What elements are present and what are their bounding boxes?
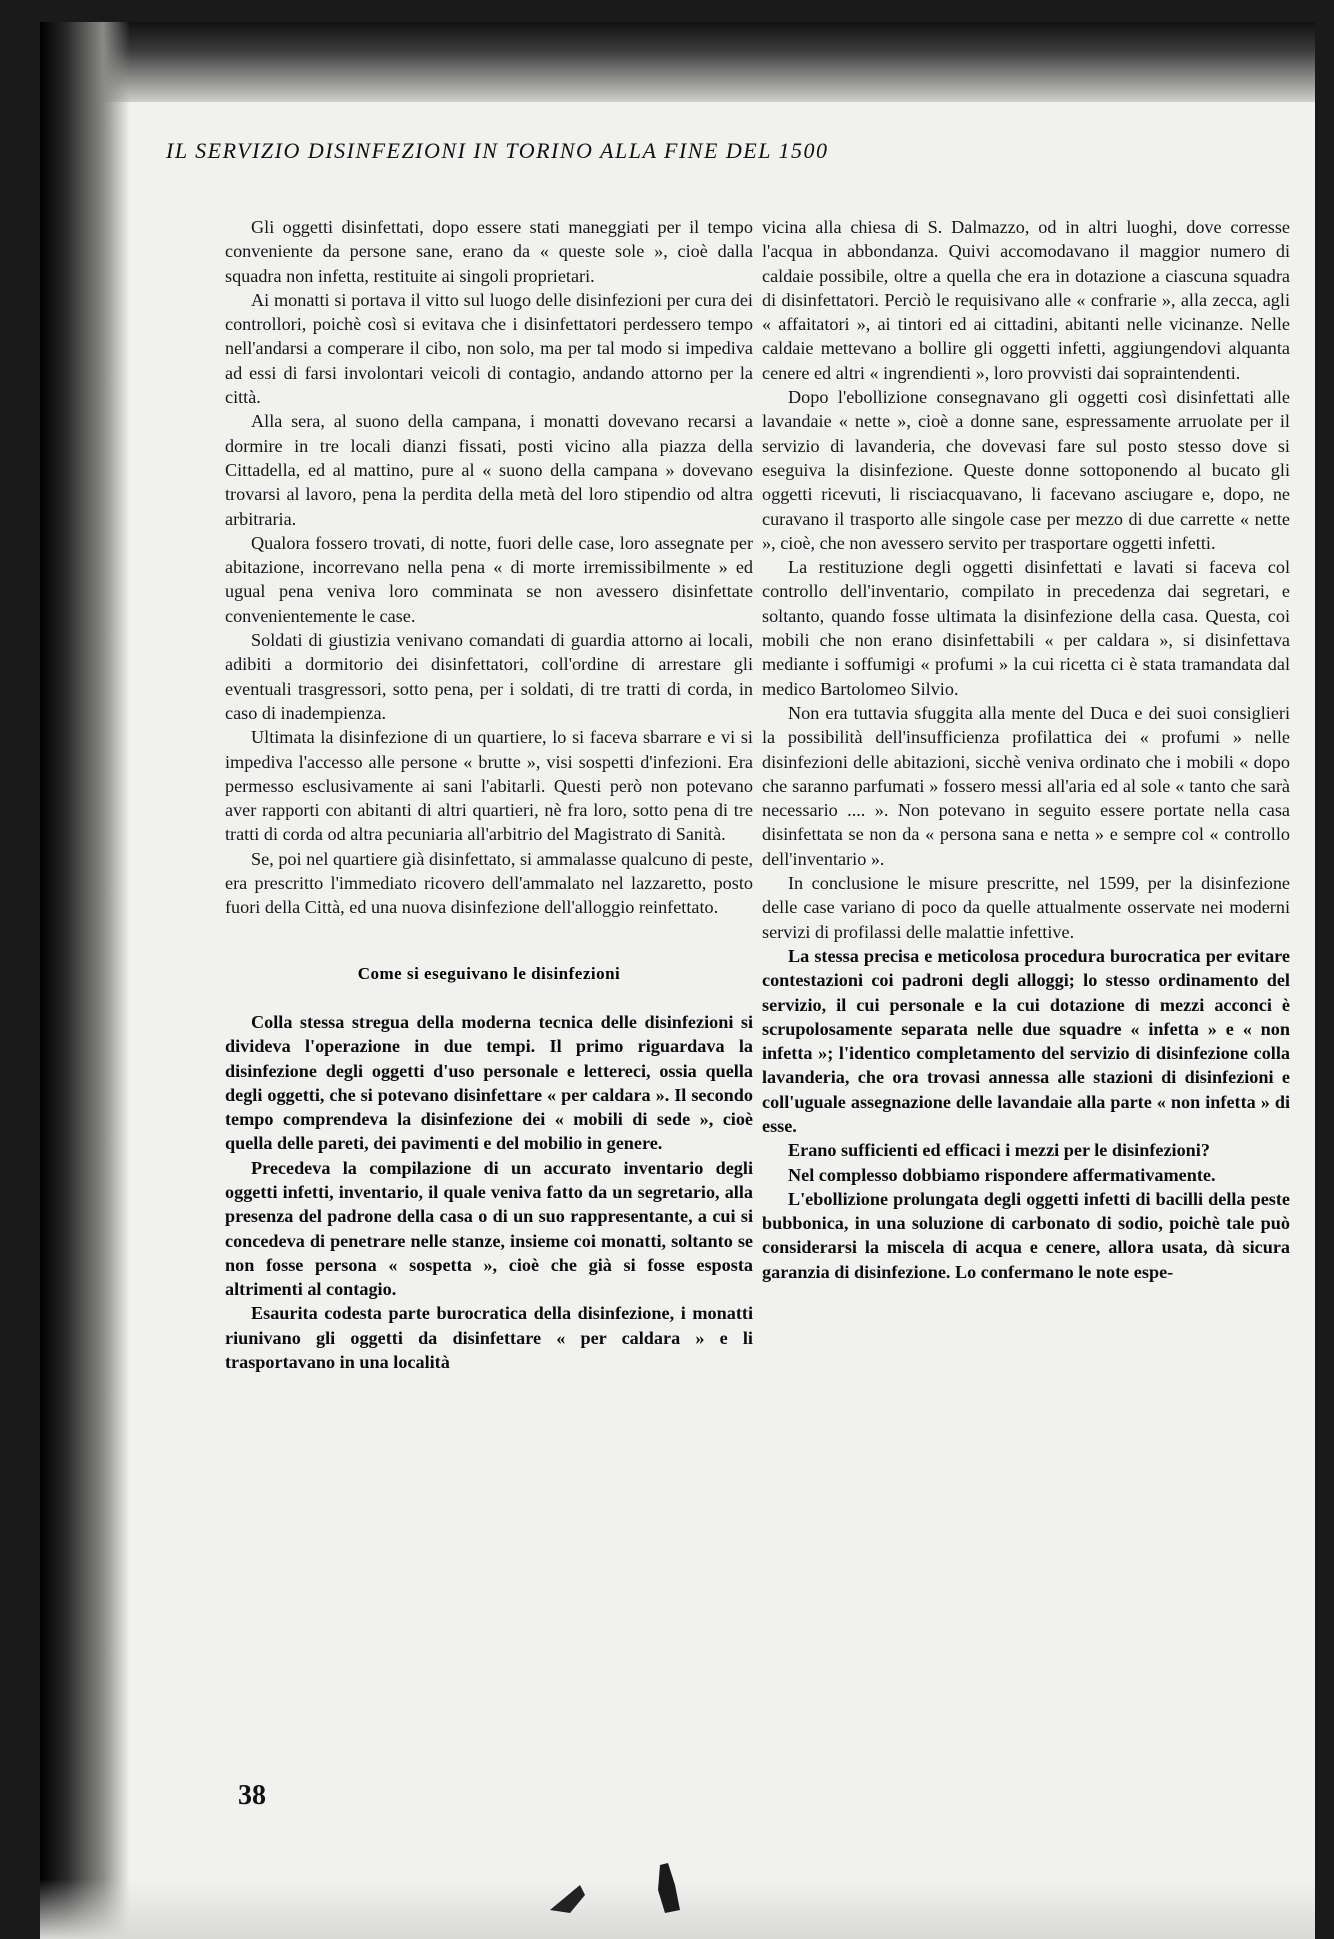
right-column [762,215,1290,1284]
running-header: IL SERVIZIO DISINFEZIONI IN TORINO ALLA FINE DEL 1500 [166,138,829,163]
paragraph: In conclusione le misure prescritte, nel 1599, per la disinfezione delle case variano di poco da quelle attualmente osservate nei moderni servizi di profilassi delle malattie infettive. [762,873,1290,942]
ink-blot-mark [540,1855,690,1915]
paragraph: Alla sera, al suono della campana, i monatti dovevano recarsi a dormire in tre locali dianzi fissati, posti vicino alla piazza della Cittadella, ed al mattino, pure al « suono della campana » dovevano trovarsi al lavoro, pena la perdita della metà del loro stipendio od altra arbitraria. [225,411,753,529]
paragraph: Erano sufficienti ed efficaci i mezzi per le disinfezioni? [788,1140,1210,1161]
paragraph: La stessa precisa e meticolosa procedura burocratica per evitare contestazioni coi padroni degli alloggi; lo stesso ordinamento del servizio, il cui personale e la cui dotazione di mezzi acconci è scrupolosamente separata nelle due squadre « infetta » e « non infetta »; l'identico completamento del servizio di disinfezione colla lavanderia, che ora trovasi annessa alle stazioni di disinfezioni e coll'uguale assegnazione delle lavandaie alla parte « non infetta » di esse. [762,945,1290,1136]
section-heading: Come si eseguivano le disinfezioni [357,963,621,983]
paragraph: Ai monatti si portava il vitto sul luogo delle disinfezioni per cura dei controllori, poichè così si evitava che i disinfettatori perdessero tempo nell'andarsi a comperare il cibo, non solo, ma per tal modo si impediva ad essi di farsi involontari veicoli di contagio, andando attorno per la città. [225,289,753,408]
section-body [225,1010,753,1374]
paragraph: Se, poi nel quartiere già disinfettato, si ammalasse qualcuno di peste, era prescritto l'immediato ricovero dell'ammalato nel lazzaretto, posto fuori della Città, ed una nuova disinfezione dell'alloggio reinfettato. [225,848,753,918]
paragraph: Gli oggetti disinfettati, dopo essere stati maneggiati per il tempo conveniente da persone sane, erano da « queste sole », cioè dalla squadra non infetta, restituite ai singoli proprietari. [225,217,753,286]
scan-top-shadow [40,22,1315,102]
paragraph: Non era tuttavia sfuggita alla mente del Duca e dei suoi consiglieri la possibilità dell'insufficienza profilattica dei « profumi » nelle disinfezioni delle abitazioni, sicchè veniva ordinato che i mobili « dopo che saranno parfumati » fossero messi all'aria ed al sole « tanto che sarà necessario .... ». Non potevano in seguito essere portate nella casa disinfettata se non da « persona sana e netta » e sempre col « controllo dell'inventario ». [762,702,1290,869]
paragraph: L'ebollizione prolungata degli oggetti infetti di bacilli della peste bubbonica, in una soluzione di carbonato di sodio, poichè tale può considerarsi la miscela di acqua e cenere, allora usata, dà sicura garanzia di disinfezione. Lo confermano le note espe- [762,1188,1290,1282]
paragraph: Colla stessa stregua della moderna tecnica delle disinfezioni si divideva l'operazione in due tempi. Il primo riguardava la disinfezione degli oggetti d'uso personale e lettereci, ossia quella degli oggetti, che si potevano disinfettare « per caldara ». Il secondo tempo comprendeva la disinfezione dei « mobili di sede », cioè quella delle pareti, dei pavimenti e del mobilio in genere. [225,1011,753,1154]
paragraph: Qualora fossero trovati, di notte, fuori delle case, loro assegnate per abitazione, incorrevano nella pena « di morte irremissibilmente » ed ugual pena veniva loro comminata se non avessero disinfettate convenientemente le case. [225,532,753,626]
paragraph: Ultimata la disinfezione di un quartiere, lo si faceva sbarrare e vi si impediva l'accesso alle persone « brutte », visi sospetti d'infezioni. Era permesso esclusivamente ai sani l'abitarli. Questi però non potevano aver rapporti con abitanti di altri quartieri, nè fra loro, sotto pena di tre tratti di corda od altra pecuniaria all'arbitrio del Magistrato di Sanità. [225,727,753,845]
right-dark-block [762,944,1290,1284]
paragraph: Nel complesso dobbiamo rispondere affermativamente. [788,1164,1216,1185]
paragraph: Precedeva la compilazione di un accurato inventario degli oggetti infetti, inventario, il quale veniva fatto da un segretario, alla presenza del padrone della casa o di un suo rappresentante, a cui si concedeva di penetrare nelle stanze, insieme coi monatti, soltanto se non fosse persona « sospetta », cioè che già si fosse esposta altrimenti al contagio. [225,1157,753,1300]
paragraph: Esaurita codesta parte burocratica della disinfezione, i monatti riunivano gli oggetti da disinfettare « per caldara » e li trasportavano in una località [225,1303,753,1373]
left-column [225,215,753,1374]
paragraph: Dopo l'ebollizione consegnavano gli oggetti così disinfettati alle lavandaie « nette », cioè a donne sane, espressamente arruolate per il servizio di lavanderia, che dovevasi fare sul posto stesso dove si eseguiva la disinfezione. Queste donne sottoponendo al bucato gli oggetti ricevuti, li risciacquavano, li facevano asciugare e, dopo, ne curavano il trasporto alle singole case per mezzo di due carrette « nette », cioè, che non avessero servito per trasportare oggetti infetti. [762,387,1290,553]
scan-binding-shadow [40,22,130,1939]
paragraph: La restituzione degli oggetti disinfettati e lavati si faceva col controllo dell'inventario, compilato in precedenza dai segretari, e soltanto, quando fosse ultimata la disinfezione della casa. Questa, coi mobili che non erano disinfettabili « per caldara », si disinfettava mediante i soffumigi « profumi » la cui ricetta ci è stata tramandata dal medico Bartolomeo Silvio. [762,557,1290,699]
page-number: 38 [238,1780,266,1811]
paragraph: vicina alla chiesa di S. Dalmazzo, od in altri luoghi, dove corresse l'acqua in abbondanza. Quivi accomodavano il maggior numero di caldaie possibile, oltre a quella che era in dotazione a ciascuna squadra di disinfettatori. Perciò le requisivano alle « confrarie », alla zecca, agli « affaitatori », ai tintori ed ai cittadini, abitanti nelle vicinanze. Nelle caldaie mettevano a bollire gli oggetti infetti, aggiungendovi alquanta cenere ed altri « ingrendienti », loro provvisti dai sopraintendenti. [762,217,1290,383]
paragraph: Soldati di giustizia venivano comandati di guardia attorno ai locali, adibiti a dormitorio dei disinfettatori, coll'ordine di arrestare gli eventuali trasgressori, sotto pena, per i soldati, di tre tratti di corda, in caso di inadempienza. [225,630,753,723]
